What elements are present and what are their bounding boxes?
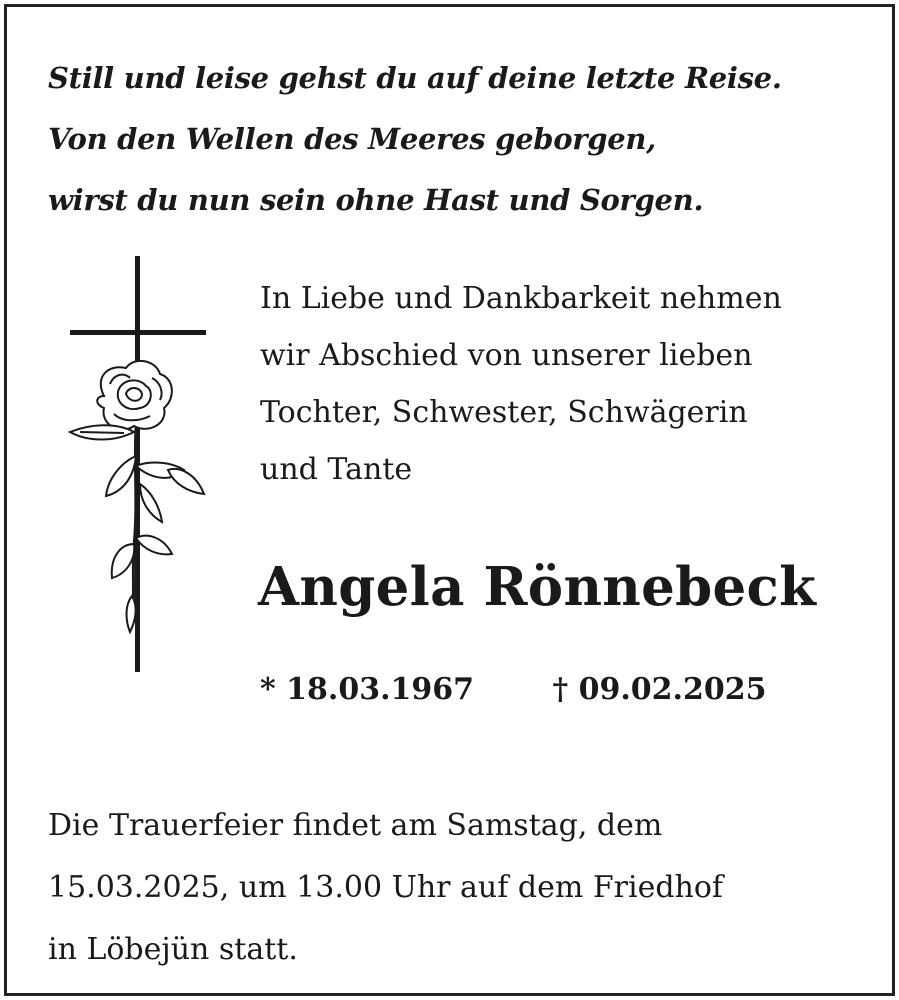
deceased-name: Angela Rönnebeck xyxy=(258,556,817,618)
intro-text xyxy=(260,270,782,498)
intro-line: wir Abschied von unserer lieben xyxy=(260,338,753,373)
poem-line: wirst du nun sein ohne Hast und Sorgen. xyxy=(48,183,704,217)
ceremony-line: Die Trauerfeier findet am Samstag, dem xyxy=(48,808,663,843)
death-date: † 09.02.2025 xyxy=(552,672,767,707)
ceremony-line: in Löbejün statt. xyxy=(48,932,298,967)
intro-line: In Liebe und Dankbarkeit nehmen xyxy=(260,281,782,316)
poem xyxy=(48,48,782,231)
cross-with-rose-icon xyxy=(64,256,210,676)
birth-date: * 18.03.1967 xyxy=(260,672,475,707)
ceremony-info xyxy=(48,795,723,981)
ceremony-line: 15.03.2025, um 13.00 Uhr auf dem Friedhof xyxy=(48,870,724,905)
poem-line: Von den Wellen des Meeres geborgen, xyxy=(48,122,656,156)
life-dates xyxy=(260,672,766,707)
intro-line: Tochter, Schwester, Schwägerin xyxy=(260,395,748,430)
poem-line: Still und leise gehst du auf deine letzte Reise. xyxy=(48,61,782,95)
intro-line: und Tante xyxy=(260,452,413,487)
